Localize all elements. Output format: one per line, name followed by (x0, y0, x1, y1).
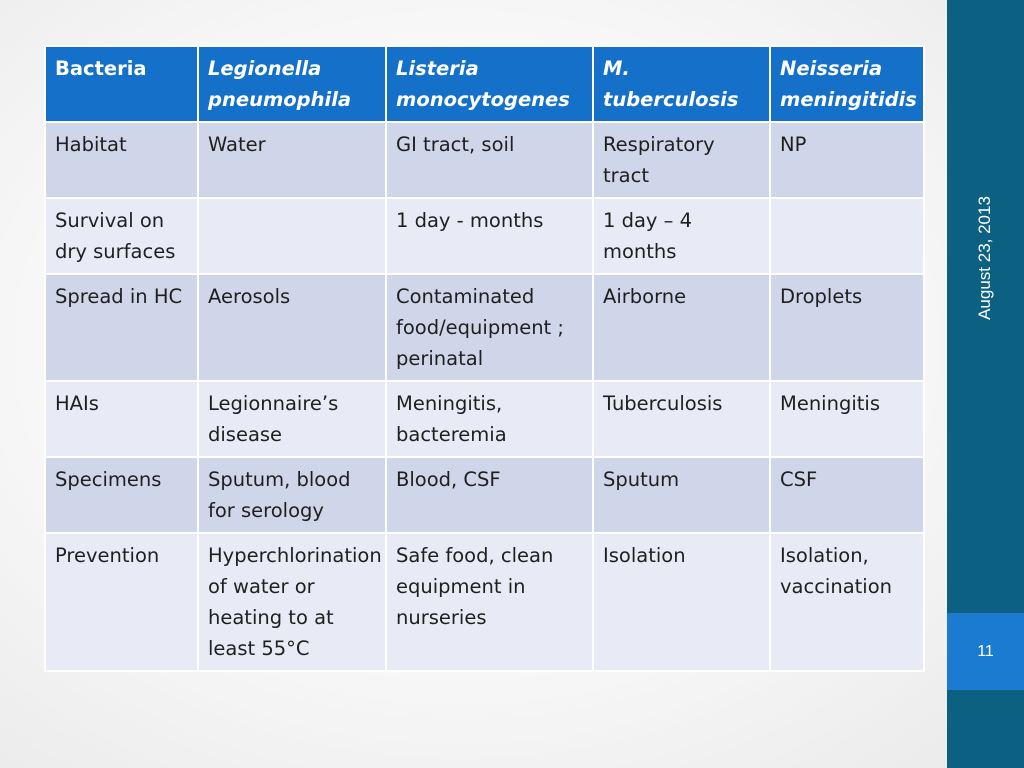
table-cell: Sputum, blood for serology (198, 457, 386, 533)
row-label-cell: Specimens (45, 457, 198, 533)
row-label-cell: HAIs (45, 381, 198, 457)
table-cell: Aerosols (198, 274, 386, 381)
table-cell: 1 day - months (386, 198, 593, 274)
table-row-hais (45, 381, 924, 457)
header-row (45, 46, 924, 122)
table-cell: Isolation, vaccination (770, 533, 924, 671)
table-row-habitat (45, 122, 924, 198)
table-cell: GI tract, soil (386, 122, 593, 198)
table-cell (770, 198, 924, 274)
table-body (45, 122, 924, 671)
table-row-prevention (45, 533, 924, 671)
row-label-cell: Survival on dry surfaces (45, 198, 198, 274)
table-cell: Tuberculosis (593, 381, 770, 457)
header-cell-bacteria: Bacteria (45, 46, 198, 122)
header-cell-listeria: Listeria monocytogenes (386, 46, 593, 122)
slide-number: 11 (977, 642, 994, 660)
header-cell-m-tuberculosis: M. tuberculosis (593, 46, 770, 122)
table-row-spread (45, 274, 924, 381)
table-cell: 1 day – 4 months (593, 198, 770, 274)
table-row-survival (45, 198, 924, 274)
row-label-cell: Spread in HC (45, 274, 198, 381)
table-cell (198, 198, 386, 274)
header-cell-legionella: Legionella pneumophila (198, 46, 386, 122)
table-cell: NP (770, 122, 924, 198)
header-cell-neisseria: Neisseria meningitidis (770, 46, 924, 122)
row-label-cell: Prevention (45, 533, 198, 671)
table-cell: Airborne (593, 274, 770, 381)
table-header (45, 46, 924, 122)
table-row-specimens (45, 457, 924, 533)
bacteria-comparison-table (44, 45, 925, 672)
row-label-cell: Habitat (45, 122, 198, 198)
table-cell: CSF (770, 457, 924, 533)
table-cell: Legionnaire’s disease (198, 381, 386, 457)
table-cell: Respiratory tract (593, 122, 770, 198)
table-cell: Safe food, clean equipment in nurseries (386, 533, 593, 671)
slide-number-box (947, 613, 1024, 690)
table-cell: Sputum (593, 457, 770, 533)
table-cell: Hyperchlorination of water or heating to at least 55°C (198, 533, 386, 671)
table-cell: Water (198, 122, 386, 198)
table-cell: Isolation (593, 533, 770, 671)
table-cell: Meningitis (770, 381, 924, 457)
table-cell: Blood, CSF (386, 457, 593, 533)
table-cell: Droplets (770, 274, 924, 381)
table-cell: Meningitis, bacteremia (386, 381, 593, 457)
slide-date: August 23, 2013 (975, 196, 994, 320)
table-cell: Contaminated food/equipment ; perinatal (386, 274, 593, 381)
